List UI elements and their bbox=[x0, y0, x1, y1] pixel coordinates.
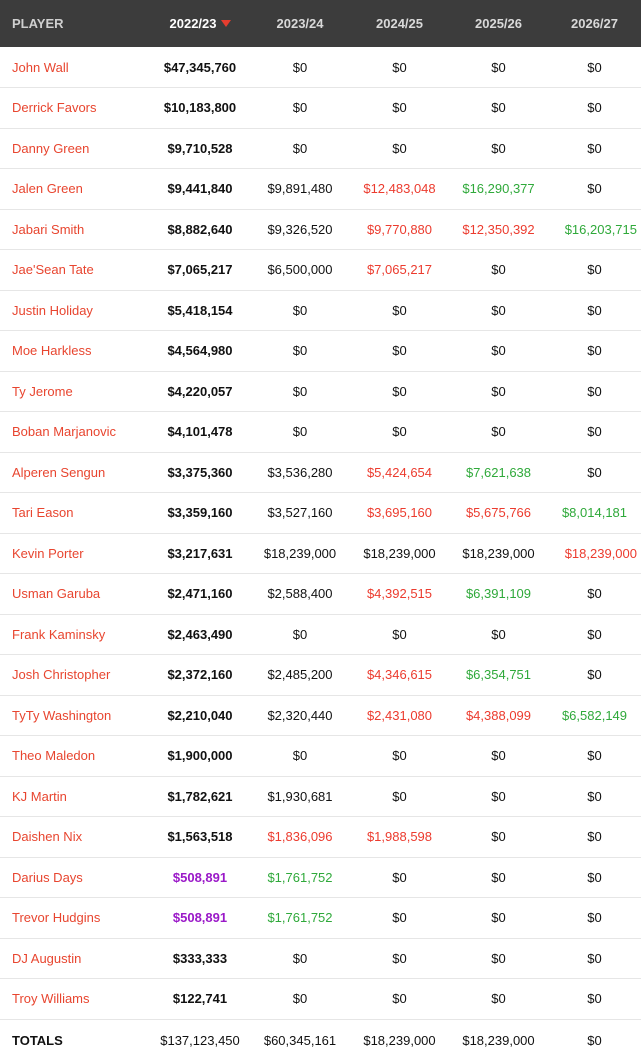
salary-cell-2026-27: $0 bbox=[587, 343, 602, 359]
salary-cell-2025-26: $0 bbox=[491, 302, 506, 318]
player-link[interactable]: Ty Jerome bbox=[12, 383, 73, 399]
salary-cell-2026-27: $0 bbox=[587, 626, 602, 642]
salary-cell-2022-23: $5,418,154 bbox=[167, 302, 233, 318]
player-link[interactable]: Justin Holiday bbox=[12, 302, 93, 318]
salary-cell-2026-27: $0 bbox=[587, 869, 602, 885]
salary-cell-2026-27: $0 bbox=[587, 464, 602, 480]
salary-cell-2024-25: $9,770,880 bbox=[366, 221, 433, 237]
player-link[interactable]: Danny Green bbox=[12, 140, 90, 156]
player-cell bbox=[0, 128, 150, 169]
table-row bbox=[0, 88, 641, 129]
salary-cell-2025-26: $5,675,766 bbox=[465, 505, 532, 521]
totals-cell-2022-23: $137,123,450 bbox=[160, 1033, 240, 1049]
salary-cell-2025-26: $0 bbox=[491, 788, 506, 804]
salary-cell-2025-26: $0 bbox=[491, 262, 506, 278]
player-link[interactable]: Tari Eason bbox=[12, 505, 74, 521]
totals-cell-2025-26: $18,239,000 bbox=[462, 1033, 535, 1049]
salary-cell-2022-23: $8,882,640 bbox=[167, 221, 233, 237]
salary-cell-2025-26: $4,388,099 bbox=[465, 707, 532, 723]
totals-row bbox=[0, 1019, 641, 1062]
player-link[interactable]: Darius Days bbox=[12, 869, 83, 885]
player-link[interactable]: Jalen Green bbox=[12, 181, 83, 197]
salary-cell-2025-26: $6,354,751 bbox=[465, 667, 532, 683]
salary-cell-2023-24: $2,320,440 bbox=[267, 707, 333, 723]
player-cell bbox=[0, 898, 150, 939]
player-cell bbox=[0, 290, 150, 331]
salary-cell-2026-27: $0 bbox=[587, 950, 602, 966]
salary-cell-2024-25: $2,431,080 bbox=[366, 707, 433, 723]
table-row bbox=[0, 736, 641, 777]
player-link[interactable]: Daishen Nix bbox=[12, 829, 83, 845]
salary-cell-2023-24: $0 bbox=[292, 100, 308, 116]
salary-cell-2025-26: $0 bbox=[491, 59, 506, 75]
salary-cell-2022-23: $3,217,631 bbox=[167, 545, 233, 561]
salary-cell-2024-25: $3,695,160 bbox=[366, 505, 433, 521]
salary-cell-2026-27: $16,203,715 bbox=[564, 221, 637, 237]
table-body bbox=[0, 47, 641, 1019]
salary-cell-2022-23: $4,220,057 bbox=[167, 383, 233, 399]
salary-cell-2023-24: $0 bbox=[292, 343, 308, 359]
table-row bbox=[0, 250, 641, 291]
salary-cell-2023-24: $9,326,520 bbox=[267, 221, 333, 237]
table-row bbox=[0, 655, 641, 696]
column-header-2022-23[interactable] bbox=[150, 0, 250, 47]
player-link[interactable]: Moe Harkless bbox=[12, 343, 92, 359]
salary-cell-2025-26: $18,239,000 bbox=[462, 545, 535, 561]
table-row bbox=[0, 938, 641, 979]
player-link[interactable]: DJ Augustin bbox=[12, 950, 82, 966]
salary-cell-2025-26: $0 bbox=[491, 424, 506, 440]
player-link[interactable]: TyTy Washington bbox=[12, 707, 112, 723]
salary-cell-2023-24: $18,239,000 bbox=[263, 545, 337, 561]
table-row bbox=[0, 695, 641, 736]
salary-cell-2025-26: $0 bbox=[491, 829, 506, 845]
player-link[interactable]: Frank Kaminsky bbox=[12, 626, 106, 642]
salary-cell-2025-26: $0 bbox=[491, 748, 506, 764]
salary-cell-2022-23: $9,710,528 bbox=[167, 140, 233, 156]
salary-cell-2022-23: $508,891 bbox=[172, 869, 228, 885]
salary-cell-2024-25: $4,392,515 bbox=[366, 586, 433, 602]
player-cell bbox=[0, 412, 150, 453]
player-cell bbox=[0, 776, 150, 817]
salary-cell-2025-26: $0 bbox=[491, 383, 506, 399]
column-header-2026-27[interactable]: 2026/27 bbox=[571, 16, 618, 31]
salary-cell-2024-25: $0 bbox=[392, 950, 407, 966]
salary-cell-2026-27: $0 bbox=[587, 140, 602, 156]
salary-cell-2026-27: $0 bbox=[587, 910, 602, 926]
salary-cell-2026-27: $0 bbox=[587, 829, 602, 845]
player-cell bbox=[0, 209, 150, 250]
player-cell bbox=[0, 695, 150, 736]
salary-cell-2024-25: $0 bbox=[392, 788, 407, 804]
salary-cell-2026-27: $8,014,181 bbox=[561, 505, 628, 521]
salary-cell-2024-25: $0 bbox=[392, 100, 407, 116]
salary-cell-2023-24: $6,500,000 bbox=[267, 262, 333, 278]
salary-cell-2023-24: $2,588,400 bbox=[267, 586, 333, 602]
salary-cell-2025-26: $0 bbox=[491, 910, 506, 926]
player-cell bbox=[0, 169, 150, 210]
salary-cell-2022-23: $333,333 bbox=[172, 950, 228, 966]
salary-cell-2025-26: $16,290,377 bbox=[462, 181, 535, 197]
salary-cell-2026-27: $0 bbox=[587, 383, 602, 399]
salary-cell-2022-23: $3,375,360 bbox=[167, 464, 233, 480]
salary-cell-2022-23: $1,900,000 bbox=[167, 748, 233, 764]
salary-cell-2025-26: $0 bbox=[491, 100, 506, 116]
salary-cell-2026-27: $0 bbox=[587, 100, 602, 116]
player-link[interactable]: Alperen Sengun bbox=[12, 464, 106, 480]
player-link[interactable]: Derrick Favors bbox=[12, 100, 97, 116]
salary-cell-2024-25: $12,483,048 bbox=[363, 181, 436, 197]
salary-cell-2026-27: $0 bbox=[587, 748, 602, 764]
salary-cell-2024-25: $0 bbox=[392, 424, 407, 440]
player-cell bbox=[0, 979, 150, 1020]
salary-cell-2023-24: $0 bbox=[292, 748, 308, 764]
salary-cell-2024-25: $0 bbox=[392, 343, 407, 359]
table-row bbox=[0, 290, 641, 331]
player-cell bbox=[0, 88, 150, 129]
chevron-down-icon bbox=[221, 20, 231, 27]
salary-cell-2023-24: $0 bbox=[292, 991, 308, 1007]
salary-cell-2026-27: $6,582,149 bbox=[561, 707, 628, 723]
player-cell bbox=[0, 493, 150, 534]
table-row bbox=[0, 47, 641, 88]
salary-cell-2025-26: $12,350,392 bbox=[462, 221, 535, 237]
salary-cell-2023-24: $1,761,752 bbox=[267, 869, 333, 885]
salary-cell-2026-27: $0 bbox=[587, 991, 602, 1007]
salary-cell-2023-24: $3,527,160 bbox=[267, 505, 333, 521]
salary-cell-2024-25: $0 bbox=[392, 302, 407, 318]
table-row bbox=[0, 817, 641, 858]
salary-cell-2023-24: $1,761,752 bbox=[267, 910, 333, 926]
salary-cell-2024-25: $0 bbox=[392, 869, 407, 885]
salary-cell-2025-26: $6,391,109 bbox=[465, 586, 532, 602]
header-row bbox=[0, 0, 641, 47]
table-row bbox=[0, 614, 641, 655]
salary-cell-2023-24: $9,891,480 bbox=[267, 181, 333, 197]
player-cell bbox=[0, 371, 150, 412]
salary-cell-2024-25: $7,065,217 bbox=[366, 262, 433, 278]
salary-cell-2022-23: $2,210,040 bbox=[167, 707, 233, 723]
salary-cell-2025-26: $0 bbox=[491, 950, 506, 966]
table-row bbox=[0, 331, 641, 372]
salary-cell-2022-23: $122,741 bbox=[172, 991, 228, 1007]
salary-cell-2024-25: $18,239,000 bbox=[363, 545, 436, 561]
player-link[interactable]: Theo Maledon bbox=[12, 748, 96, 764]
salary-cell-2022-23: $4,564,980 bbox=[167, 343, 233, 359]
salary-cell-2026-27: $0 bbox=[587, 181, 602, 197]
salary-cell-2023-24: $0 bbox=[292, 59, 308, 75]
player-link[interactable]: Jabari Smith bbox=[12, 221, 85, 237]
salary-cell-2022-23: $1,782,621 bbox=[167, 788, 233, 804]
player-link[interactable]: Kevin Porter bbox=[12, 545, 84, 561]
player-cell bbox=[0, 736, 150, 777]
player-cell bbox=[0, 250, 150, 291]
salary-cell-2022-23: $9,441,840 bbox=[167, 181, 233, 197]
salary-cell-2024-25: $4,346,615 bbox=[366, 667, 433, 683]
salary-cell-2022-23: $7,065,217 bbox=[167, 262, 233, 278]
table-header bbox=[0, 0, 641, 47]
table-row bbox=[0, 128, 641, 169]
salary-cell-2025-26: $0 bbox=[491, 343, 506, 359]
table-row bbox=[0, 452, 641, 493]
salary-cell-2026-27: $18,239,000 bbox=[564, 545, 637, 561]
salary-cell-2022-23: $2,471,160 bbox=[167, 586, 233, 602]
table-row bbox=[0, 898, 641, 939]
table-row bbox=[0, 169, 641, 210]
player-link[interactable]: John Wall bbox=[12, 59, 69, 75]
column-header-2023-24[interactable]: 2023/24 bbox=[276, 16, 324, 31]
totals-cell-2026-27: $0 bbox=[587, 1033, 602, 1049]
salary-cell-2026-27: $0 bbox=[587, 302, 602, 318]
table-row bbox=[0, 493, 641, 534]
table-row bbox=[0, 412, 641, 453]
column-header-2024-25[interactable]: 2024/25 bbox=[376, 16, 423, 31]
table-row bbox=[0, 574, 641, 615]
player-link[interactable]: Usman Garuba bbox=[12, 586, 101, 602]
salary-cell-2023-24: $1,930,681 bbox=[267, 788, 333, 804]
salary-cell-2024-25: $0 bbox=[392, 140, 407, 156]
salary-cell-2022-23: $508,891 bbox=[172, 910, 228, 926]
player-cell bbox=[0, 938, 150, 979]
player-link[interactable]: Troy Williams bbox=[12, 991, 90, 1007]
salary-cell-2026-27: $0 bbox=[587, 262, 602, 278]
player-cell bbox=[0, 857, 150, 898]
salary-cell-2022-23: $2,463,490 bbox=[167, 626, 233, 642]
salary-cell-2022-23: $2,372,160 bbox=[167, 667, 233, 683]
salary-cell-2026-27: $0 bbox=[587, 586, 602, 602]
salary-cell-2025-26: $0 bbox=[491, 991, 506, 1007]
player-cell bbox=[0, 574, 150, 615]
table-row bbox=[0, 857, 641, 898]
salary-cell-2024-25: $0 bbox=[392, 59, 407, 75]
salary-cell-2024-25: $0 bbox=[392, 626, 407, 642]
salary-cell-2023-24: $0 bbox=[292, 424, 308, 440]
salary-cell-2026-27: $0 bbox=[587, 424, 602, 440]
salary-cell-2022-23: $47,345,760 bbox=[163, 59, 237, 75]
table-row bbox=[0, 209, 641, 250]
salary-cell-2025-26: $0 bbox=[491, 626, 506, 642]
salary-cell-2023-24: $0 bbox=[292, 950, 308, 966]
player-cell bbox=[0, 614, 150, 655]
totals-label: TOTALS bbox=[12, 1033, 63, 1049]
salary-cell-2024-25: $0 bbox=[392, 383, 407, 399]
salary-cell-2023-24: $3,536,280 bbox=[267, 464, 333, 480]
salary-cell-2025-26: $7,621,638 bbox=[465, 464, 532, 480]
table-row bbox=[0, 979, 641, 1020]
salary-cell-2024-25: $5,424,654 bbox=[366, 464, 433, 480]
player-link[interactable]: Josh Christopher bbox=[12, 667, 111, 683]
salary-cell-2026-27: $0 bbox=[587, 667, 602, 683]
salary-cell-2026-27: $0 bbox=[587, 788, 602, 804]
table-footer bbox=[0, 1019, 641, 1062]
salary-cell-2023-24: $1,836,096 bbox=[267, 829, 333, 845]
player-cell bbox=[0, 452, 150, 493]
salary-cell-2023-24: $0 bbox=[292, 302, 308, 318]
salary-cell-2023-24: $0 bbox=[292, 383, 308, 399]
salary-cell-2023-24: $0 bbox=[292, 140, 308, 156]
table-row bbox=[0, 533, 641, 574]
player-link[interactable]: Trevor Hudgins bbox=[12, 910, 101, 926]
salary-cell-2025-26: $0 bbox=[491, 869, 506, 885]
player-cell bbox=[0, 47, 150, 88]
table-row bbox=[0, 371, 641, 412]
totals-cell-2023-24: $60,345,161 bbox=[263, 1033, 337, 1049]
salary-cell-2022-23: $1,563,518 bbox=[167, 829, 233, 845]
salary-cell-2025-26: $0 bbox=[491, 140, 506, 156]
column-header-label: 2022/23 bbox=[169, 16, 217, 31]
player-cell bbox=[0, 655, 150, 696]
player-cell bbox=[0, 331, 150, 372]
player-link[interactable]: KJ Martin bbox=[12, 788, 67, 804]
player-cell bbox=[0, 817, 150, 858]
salary-cell-2024-25: $0 bbox=[392, 910, 407, 926]
player-link[interactable]: Boban Marjanovic bbox=[12, 424, 117, 440]
column-header-player[interactable]: PLAYER bbox=[12, 16, 64, 31]
salary-cell-2023-24: $2,485,200 bbox=[267, 667, 333, 683]
salary-cell-2023-24: $0 bbox=[292, 626, 308, 642]
salary-cell-2024-25: $0 bbox=[392, 991, 407, 1007]
salary-cell-2022-23: $10,183,800 bbox=[163, 100, 237, 116]
salary-cell-2026-27: $0 bbox=[587, 59, 602, 75]
salary-cell-2022-23: $3,359,160 bbox=[167, 505, 233, 521]
salary-cell-2022-23: $4,101,478 bbox=[167, 424, 233, 440]
player-link[interactable]: Jae'Sean Tate bbox=[12, 262, 94, 278]
salary-cell-2024-25: $1,988,598 bbox=[366, 829, 433, 845]
column-header-2025-26[interactable]: 2025/26 bbox=[475, 16, 522, 31]
totals-cell-2024-25: $18,239,000 bbox=[363, 1033, 436, 1049]
salary-cell-2024-25: $0 bbox=[392, 748, 407, 764]
player-cell bbox=[0, 533, 150, 574]
table-row bbox=[0, 776, 641, 817]
